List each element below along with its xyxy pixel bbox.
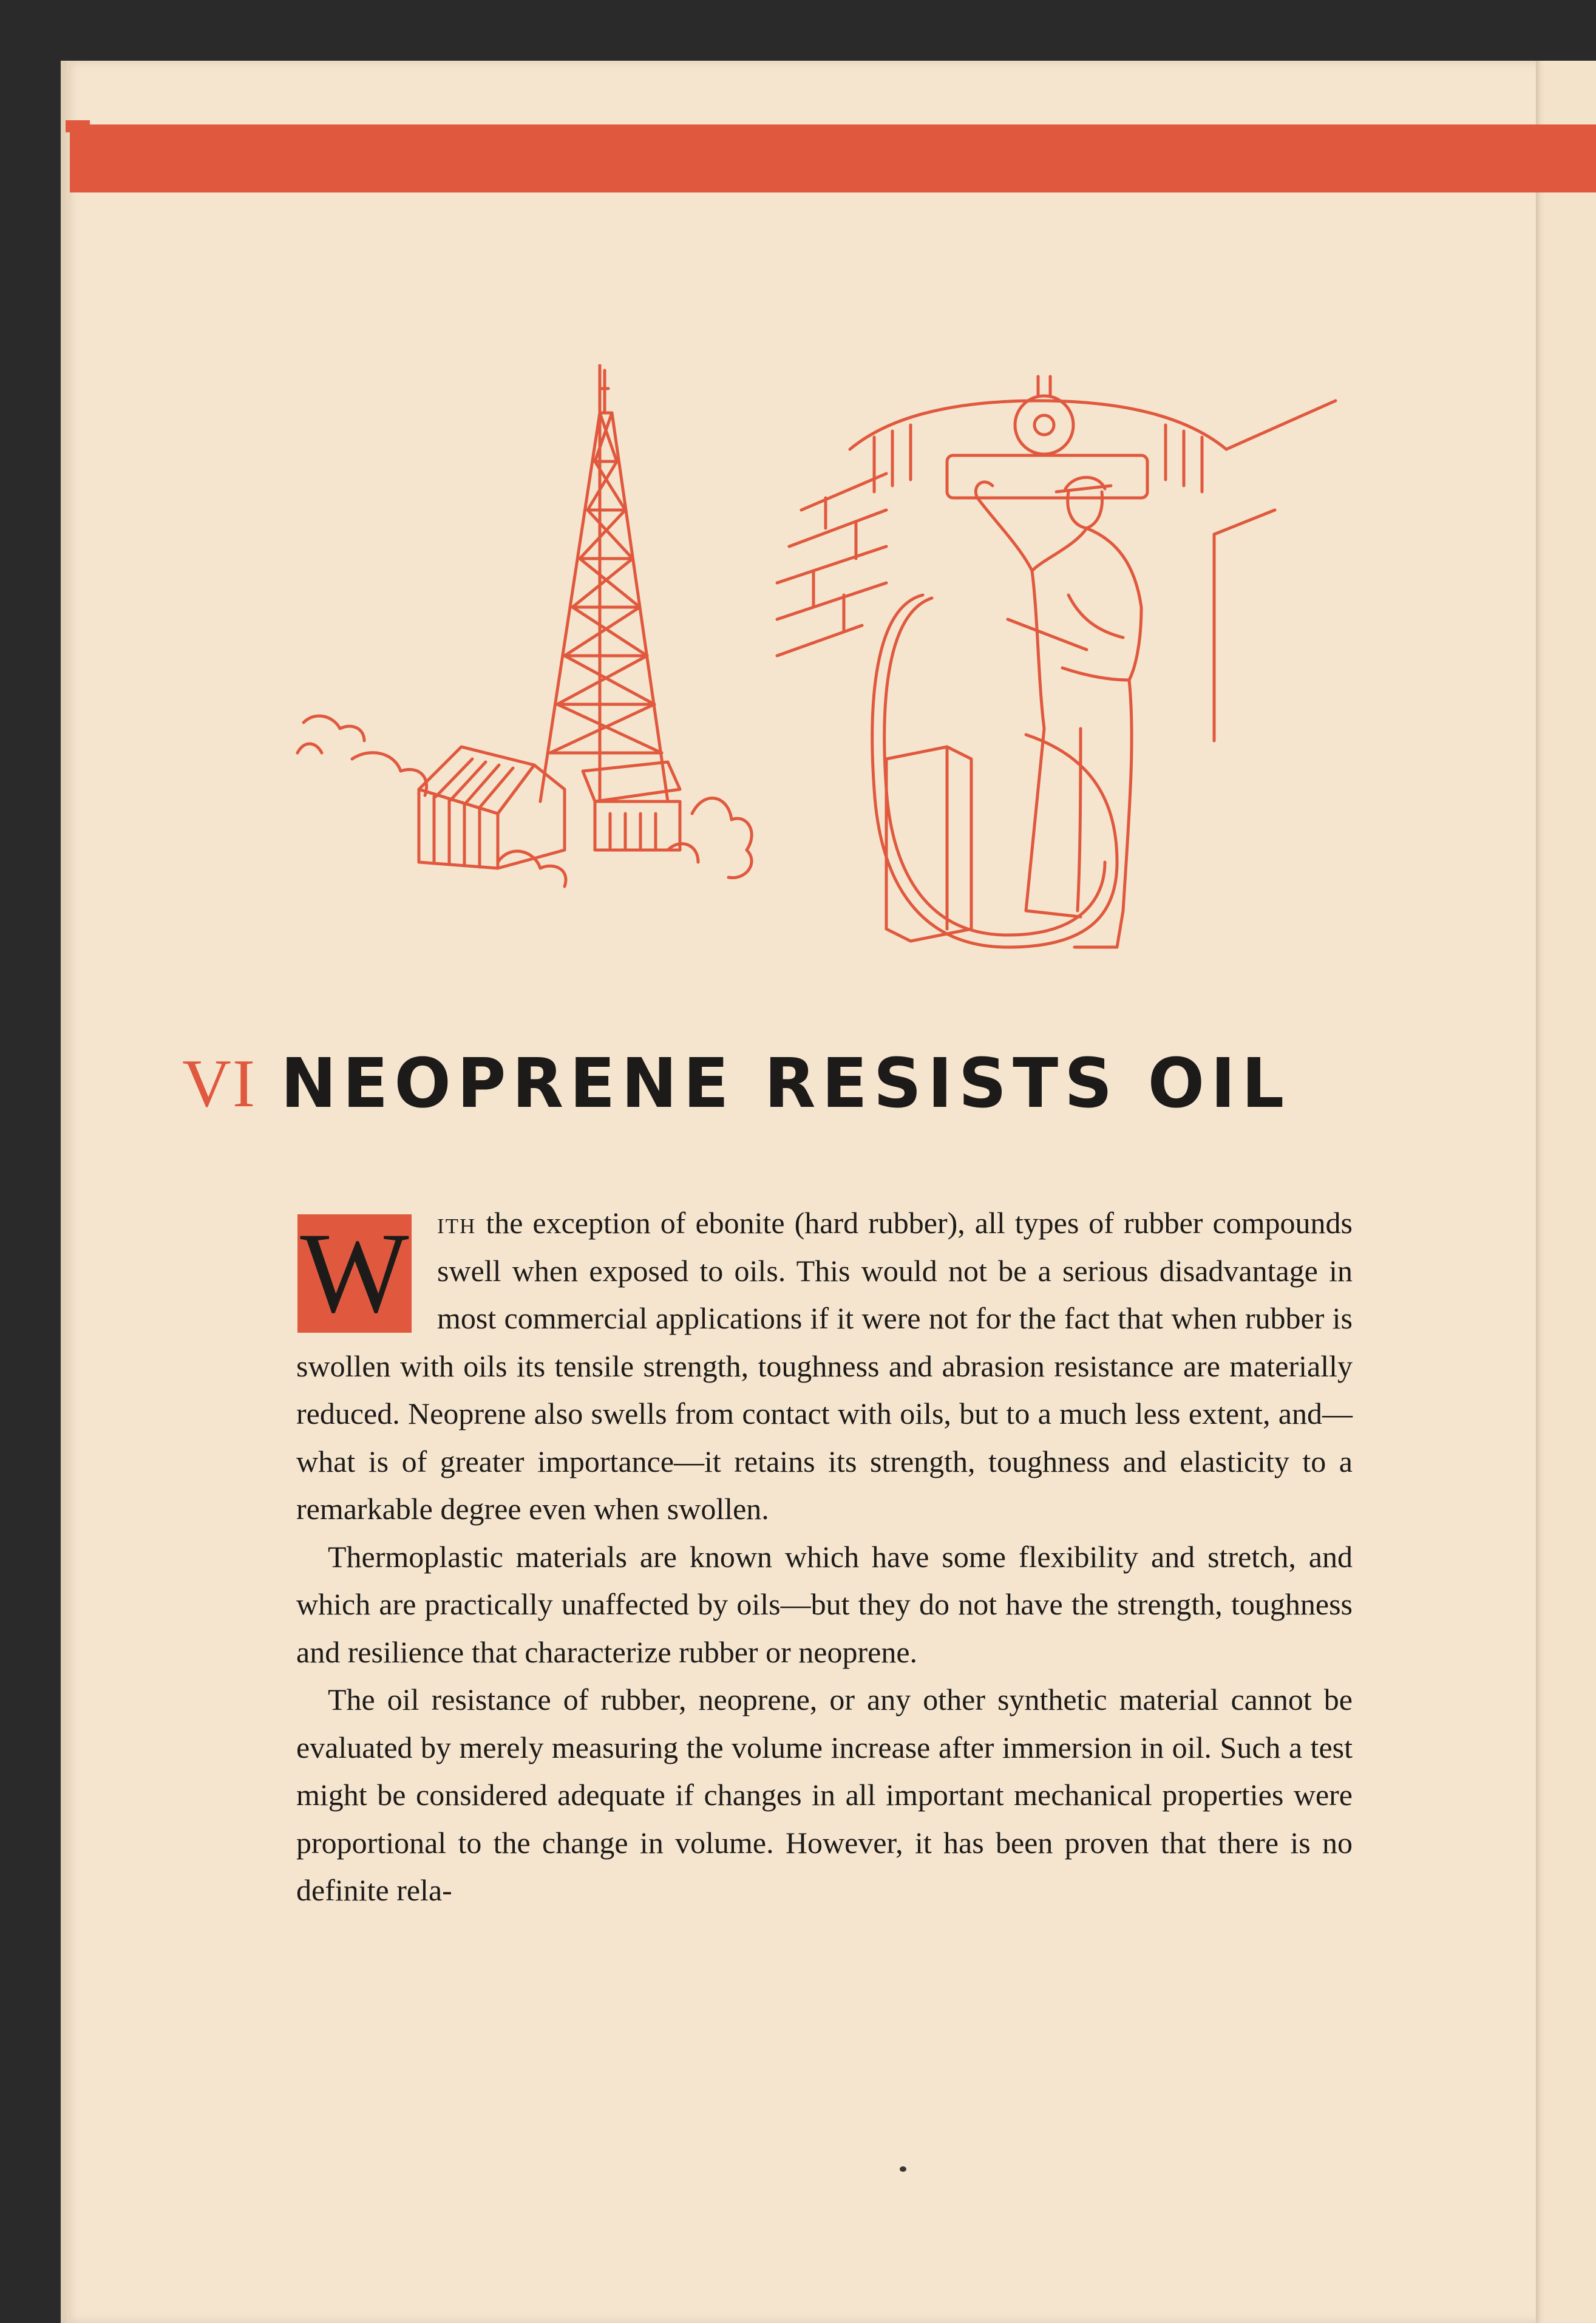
- paragraph-3: The oil resistance of rubber, neoprene, or any other synthetic material cannot be evaluated by merely measuring the volume increase after immersion in oil. Such a test might be considered adequate if changes in all important mechanical properties were proportional to the change in volume. However, it has been proven that there is no definite rela-: [296, 1682, 1353, 1907]
- drop-cap: W: [297, 1214, 412, 1333]
- page-edge: [67, 61, 70, 2323]
- body-text: [296, 1199, 1353, 1914]
- oil-derrick-icon: [540, 364, 668, 801]
- brick-wall-icon: [777, 474, 886, 656]
- barn-icon: [419, 747, 565, 868]
- facing-page-edge: [1544, 61, 1596, 2323]
- chapter-heading: [182, 1044, 1290, 1123]
- paragraph-2: Thermoplastic materials are known which have some flexibility and stretch, and which are practically unaffected by oils—but they do not have the strength, toughness and resilience that characterize rubber or neoprene.: [296, 1539, 1353, 1669]
- ink-speck: [900, 2166, 906, 2172]
- header-red-band: [70, 124, 1596, 192]
- machinery-icon: [850, 376, 1336, 741]
- paragraph-1-text: the exception of ebonite (hard rubber), all types of rubber compounds swell when exposed to oils. This would not be a serious disadvantage in most commercial applications if it were not for the fact that when rubber is swollen with oils its tensile strength, toughness and abrasion resistance are materially reduced. Neoprene also swells from contact with oils, but to a much less extent, and—what is of greater importance—it retains its strength, toughness and elasticity to a remarkable degree even when swollen.: [296, 1206, 1353, 1526]
- drop-cap-space: [296, 1199, 437, 1338]
- oil-derrick-and-worker-illustration: [279, 364, 1342, 978]
- chapter-number: VI: [182, 1046, 257, 1121]
- first-word-rest: ith: [437, 1206, 477, 1240]
- book-gutter: [1536, 61, 1544, 2323]
- header-red-band-tab: [66, 120, 90, 132]
- paragraph-1: [296, 1199, 1353, 1533]
- chapter-title: NEOPRENE RESISTS OIL: [280, 1043, 1291, 1123]
